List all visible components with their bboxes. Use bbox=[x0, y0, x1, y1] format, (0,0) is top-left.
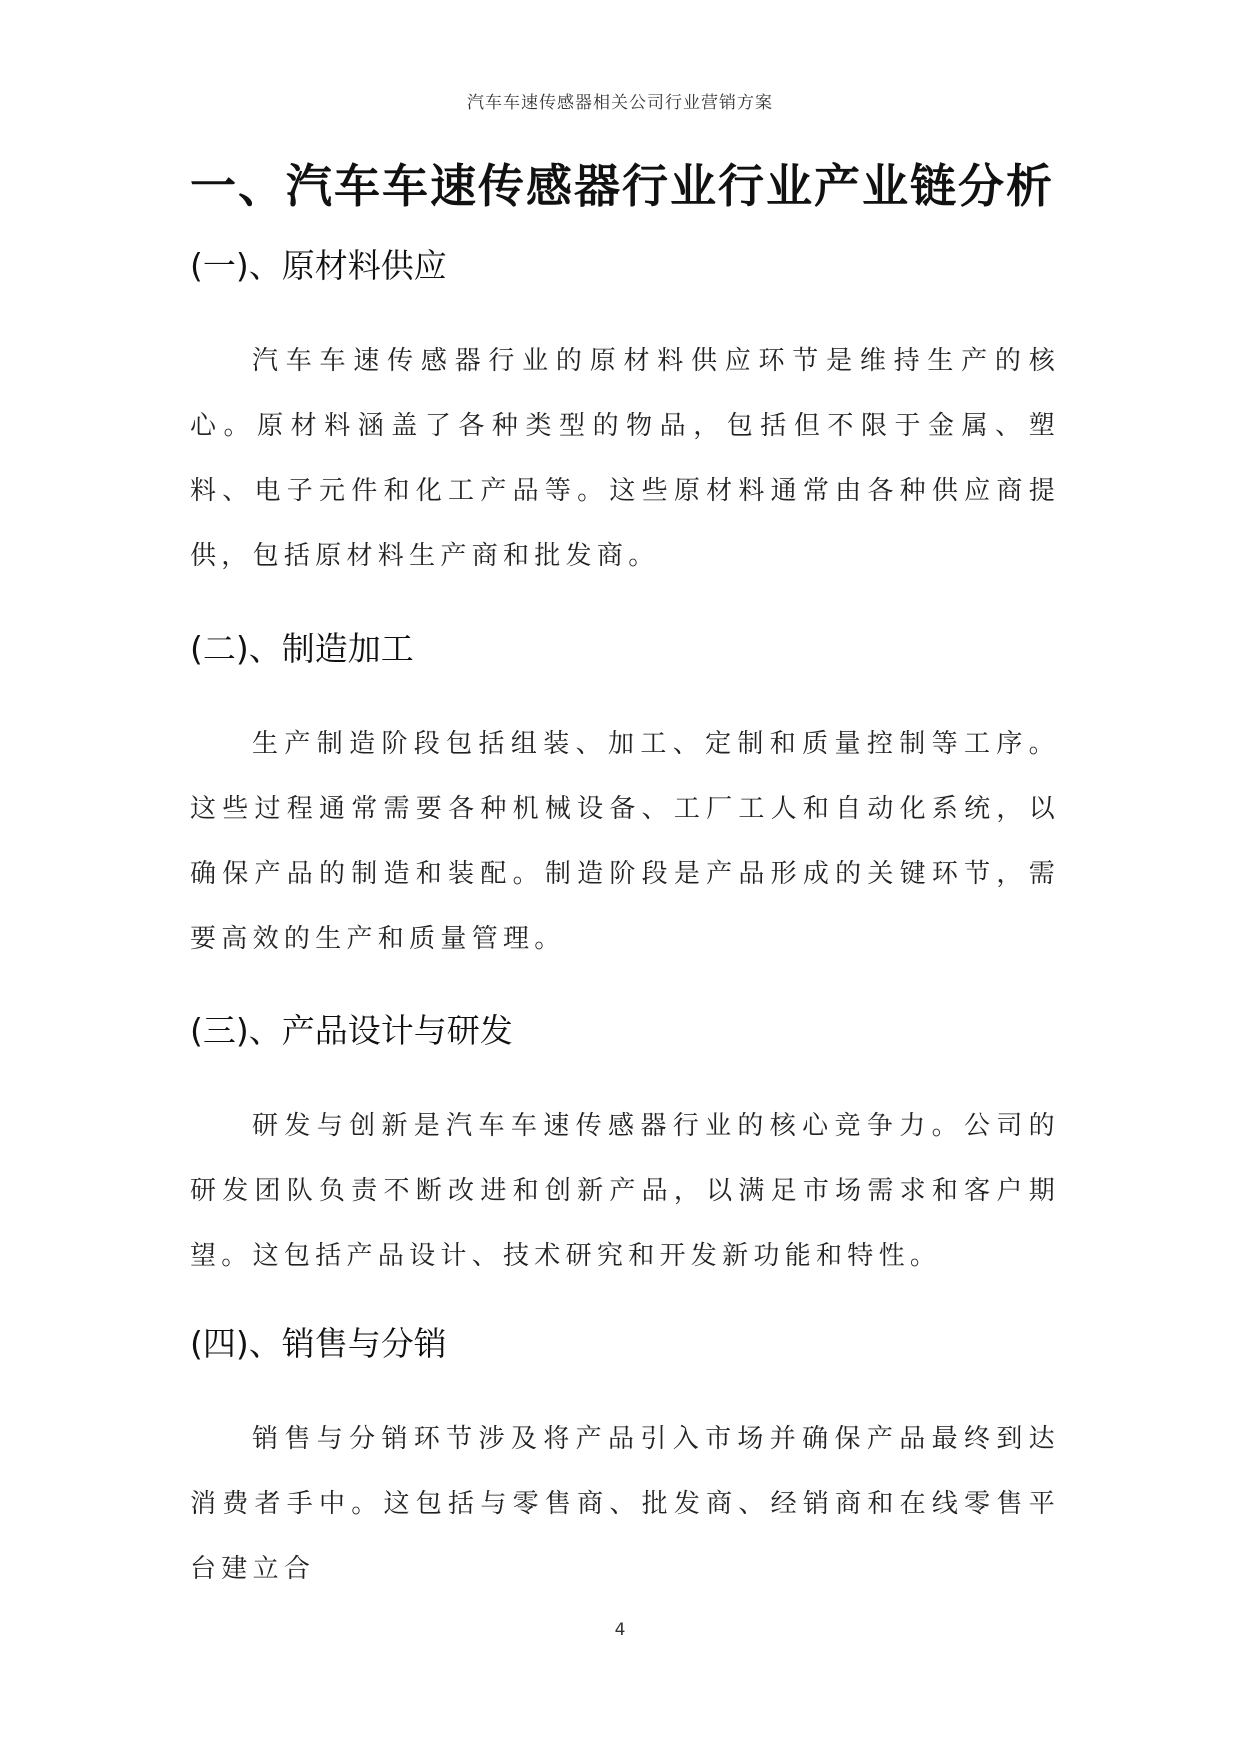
section-paragraph: 汽车车速传感器行业的原材料供应环节是维持生产的核心。原材料涵盖了各种类型的物品，包括但不限于金属、塑料、电子元件和化工产品等。这些原材料通常由各种供应商提供，包括原材料生产商和批发商。 bbox=[190, 346, 1060, 571]
section-paragraph: 生产制造阶段包括组装、加工、定制和质量控制等工序。这些过程通常需要各种机械设备、工厂工人和自动化系统，以确保产品的制造和装配。制造阶段是产品形成的关键环节，需要高效的生产和质量管理。 bbox=[190, 729, 1060, 954]
chapter-title: 一、汽车车速传感器行业行业产业链分析 bbox=[190, 159, 1054, 213]
section-raw-materials bbox=[190, 240, 1060, 589]
page-number: 4 bbox=[614, 1620, 626, 1640]
section-paragraph: 销售与分销环节涉及将产品引入市场并确保产品最终到达消费者手中。这包括与零售商、批发商、经销商和在线零售平台建立合 bbox=[190, 1424, 1060, 1584]
section-sales-distribution bbox=[190, 1318, 1060, 1602]
section-heading: (三)、产品设计与研发 bbox=[190, 1011, 513, 1050]
section-paragraph: 研发与创新是汽车车速传感器行业的核心竞争力。公司的研发团队负责不断改进和创新产品，以满足市场需求和客户期望。这包括产品设计、技术研究和开发新功能和特性。 bbox=[190, 1111, 1060, 1271]
section-heading: (四)、销售与分销 bbox=[190, 1324, 447, 1363]
section-design-rnd bbox=[190, 1005, 1060, 1289]
section-manufacturing bbox=[190, 623, 1060, 972]
section-heading: (一)、原材料供应 bbox=[190, 246, 447, 285]
running-header: 汽车车速传感器相关公司行业营销方案 bbox=[467, 93, 773, 113]
section-heading: (二)、制造加工 bbox=[190, 629, 414, 668]
